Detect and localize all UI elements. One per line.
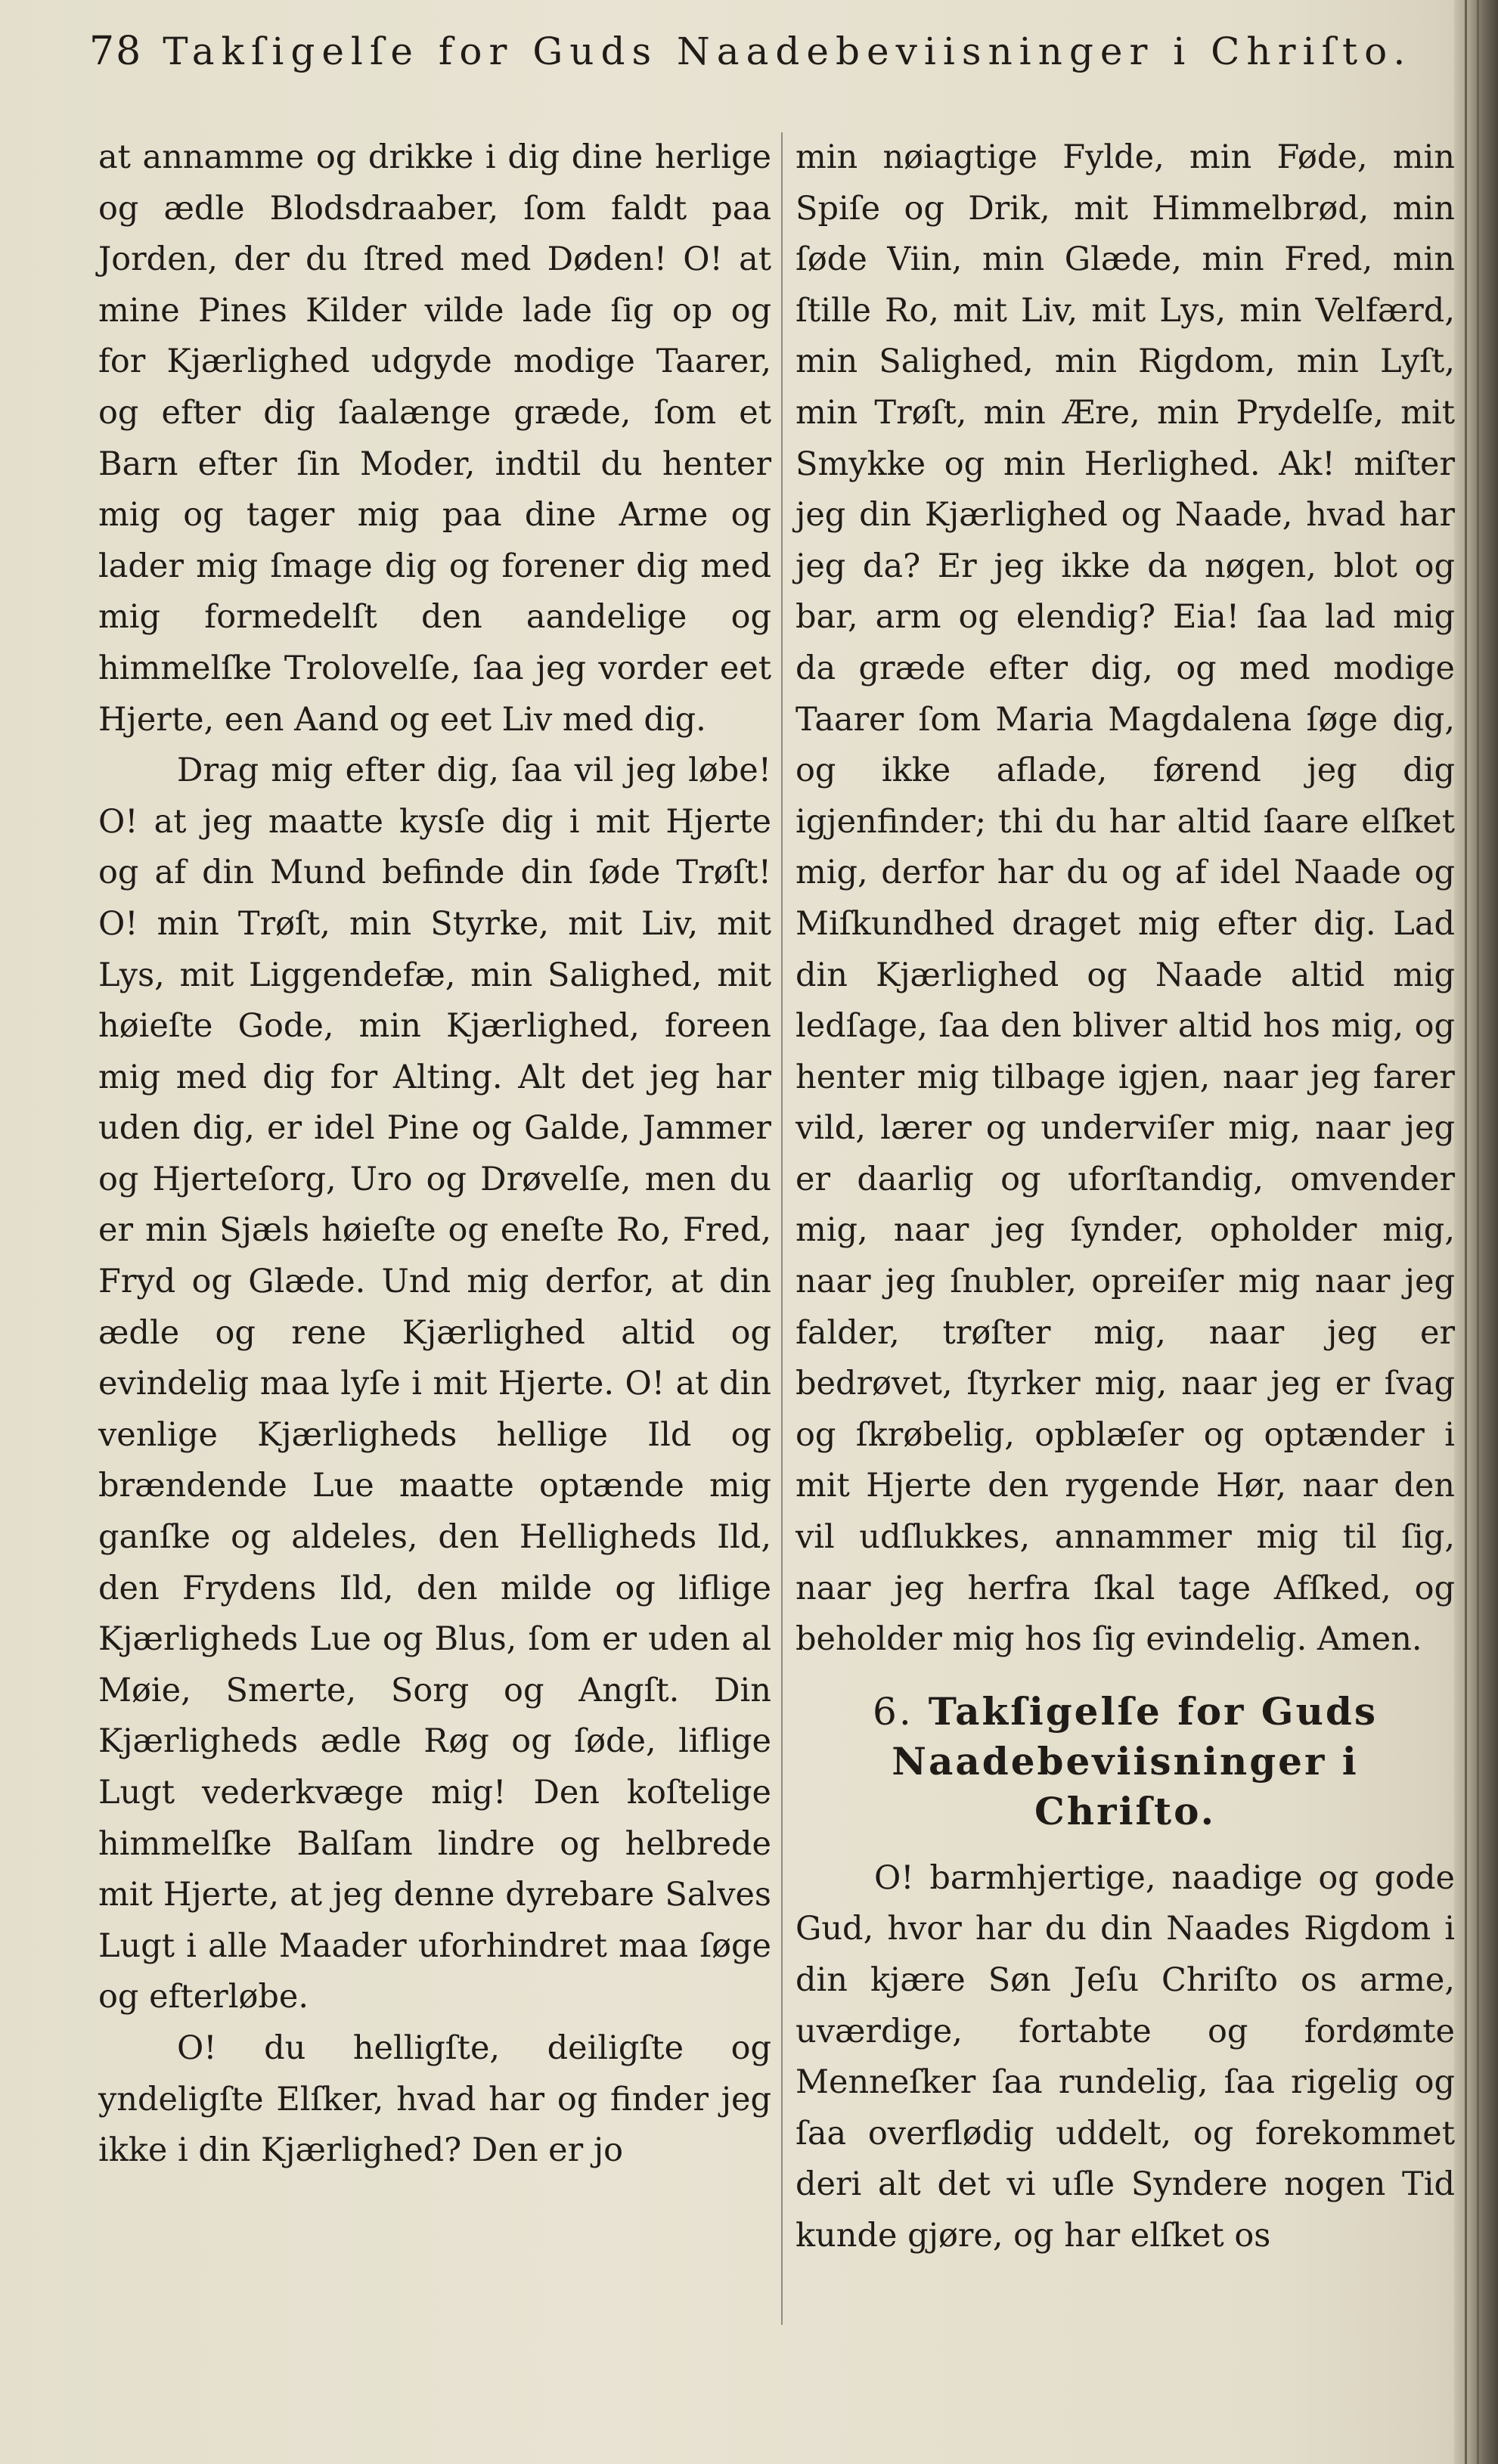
column-divider bbox=[781, 132, 783, 2325]
book-spine-edge bbox=[1454, 0, 1498, 2464]
spine-line bbox=[1477, 0, 1479, 2464]
section-heading bbox=[796, 1687, 1455, 1836]
section-title: Takſigelſe for Guds Naadebeviisninger i Chriſto. bbox=[892, 1688, 1378, 1833]
page-header bbox=[89, 29, 1413, 97]
paragraph-continued: min nøiagtige Fylde, min Føde, min Spiſe og Drik, mit Himmelbrød, min ſøde Viin, min Glæde, min Fred, min ſtille Ro, mit Liv, mit Lys, min Velfærd, min Salighed, min Rigdom, min Lyſt, min Trøſt, min Ære, min Prydelſe, mit Smykke og min Herlighed. Ak! miſter jeg din Kjærlighed og Naade, hvad har jeg da? Er jeg ikke da nøgen, blot og bar, arm og elendig? Eia! ſaa lad mig da græde efter dig, og med modige Taarer ſom Maria Magdalena ſøge dig, og ikke aflade, førend jeg dig igjenfinder; thi du har altid ſaare elſket mig, derfor har du og af idel Naade og Miſkundhed draget mig efter dig. Lad din Kjærlighed og Naade altid mig ledſage, ſaa den bliver altid hos mig, og henter mig tilbage igjen, naar jeg farer vild, lærer og underviſer mig, naar jeg er daarlig og uforſtandig, omvender mig, naar jeg ſynder, opholder mig, naar jeg ſnubler, opreiſer mig naar jeg falder, trøſter mig, naar jeg er bedrøvet, ſtyrker mig, naar jeg er ſvag og ſkrøbelig, opblæſer og optænder i mit Hjerte den rygende Hør, naar den vil udſlukkes, annammer mig til ſig, naar jeg herfra ſkal tage Afſked, og beholder mig hos ſig evindelig. Amen. bbox=[796, 138, 1455, 1659]
running-head: Takſigelſe for Guds Naadebeviisninger i Chriſto. bbox=[163, 29, 1413, 73]
paragraph: Drag mig efter dig, ſaa vil jeg løbe! O! at jeg maatte kysſe dig i mit Hjerte og af din Mund befinde din ſøde Trøſt! O! min Trøſt, min Styrke, mit Liv, mit Lys, mit Liggendefæ, min Salighed, mit høieſte Gode, min Kjærlighed, foreen mig med dig for Alting. Alt det jeg har uden dig, er idel Pine og Galde, Jammer og Hjerteſorg, Uro og Drøvelſe, men du er min Sjæls høieſte og eneſte Ro, Fred, Fryd og Glæde. Und mig derfor, at din ædle og rene Kjærlighed altid og evindelig maa lyſe i mit Hjerte. O! at din venlige Kjærligheds hellige Ild og brændende Lue maatte optænde mig ganſke og aldeles, den Helligheds Ild, den Frydens Ild, den milde og liflige Kjærligheds Lue og Blus, ſom er uden al Møie, Smerte, Sorg og Angſt. Din Kjærligheds ædle Røg og ſøde, liflige Lugt vederkvæge mig! Den koſtelige himmelſke Balſam lindre og helbrede mit Hjerte, at jeg denne dyrebare Salves Lugt i alle Maader uforhindret maa ſøge og efterløbe. bbox=[98, 752, 771, 2016]
page-number: 78 bbox=[89, 29, 143, 74]
paragraph: O! du helligſte, deiligſte og yndeligſte Elſker, hvad har og finder jeg ikke i din Kjærlighed? Den er jo bbox=[98, 2029, 771, 2170]
left-column bbox=[98, 132, 771, 2177]
section-number: 6. bbox=[873, 1689, 913, 1734]
right-column bbox=[796, 132, 1455, 2262]
paragraph: O! barmhjertige, naadige og gode Gud, hvor har du din Naades Rigdom i din kjære Søn Jeſu Chriſto os arme, uværdige, fortabte og fordømte Menneſker ſaa rundelig, ſaa rigelig og ſaa overflødig uddelt, og forekommet deri alt det vi uſle Syndere nogen Tid kunde gjøre, og har elſket os bbox=[796, 1858, 1455, 2255]
spine-line bbox=[1465, 0, 1467, 2464]
paragraph-continued: at annamme og drikke i dig dine herlige og ædle Blodsdraaber, ſom faldt paa Jorden, der du ſtred med Døden! O! at mine Pines Kilder vilde lade ſig op og for Kjærlighed udgyde modige Taarer, og efter dig ſaalænge græde, ſom et Barn efter ſin Moder, indtil du henter mig og tager mig paa dine Arme og lader mig ſmage dig og forener dig med mig formedelſt den aandelige og himmelſke Trolovelſe, ſaa jeg vorder eet Hjerte, een Aand og eet Liv med dig. bbox=[98, 138, 771, 739]
